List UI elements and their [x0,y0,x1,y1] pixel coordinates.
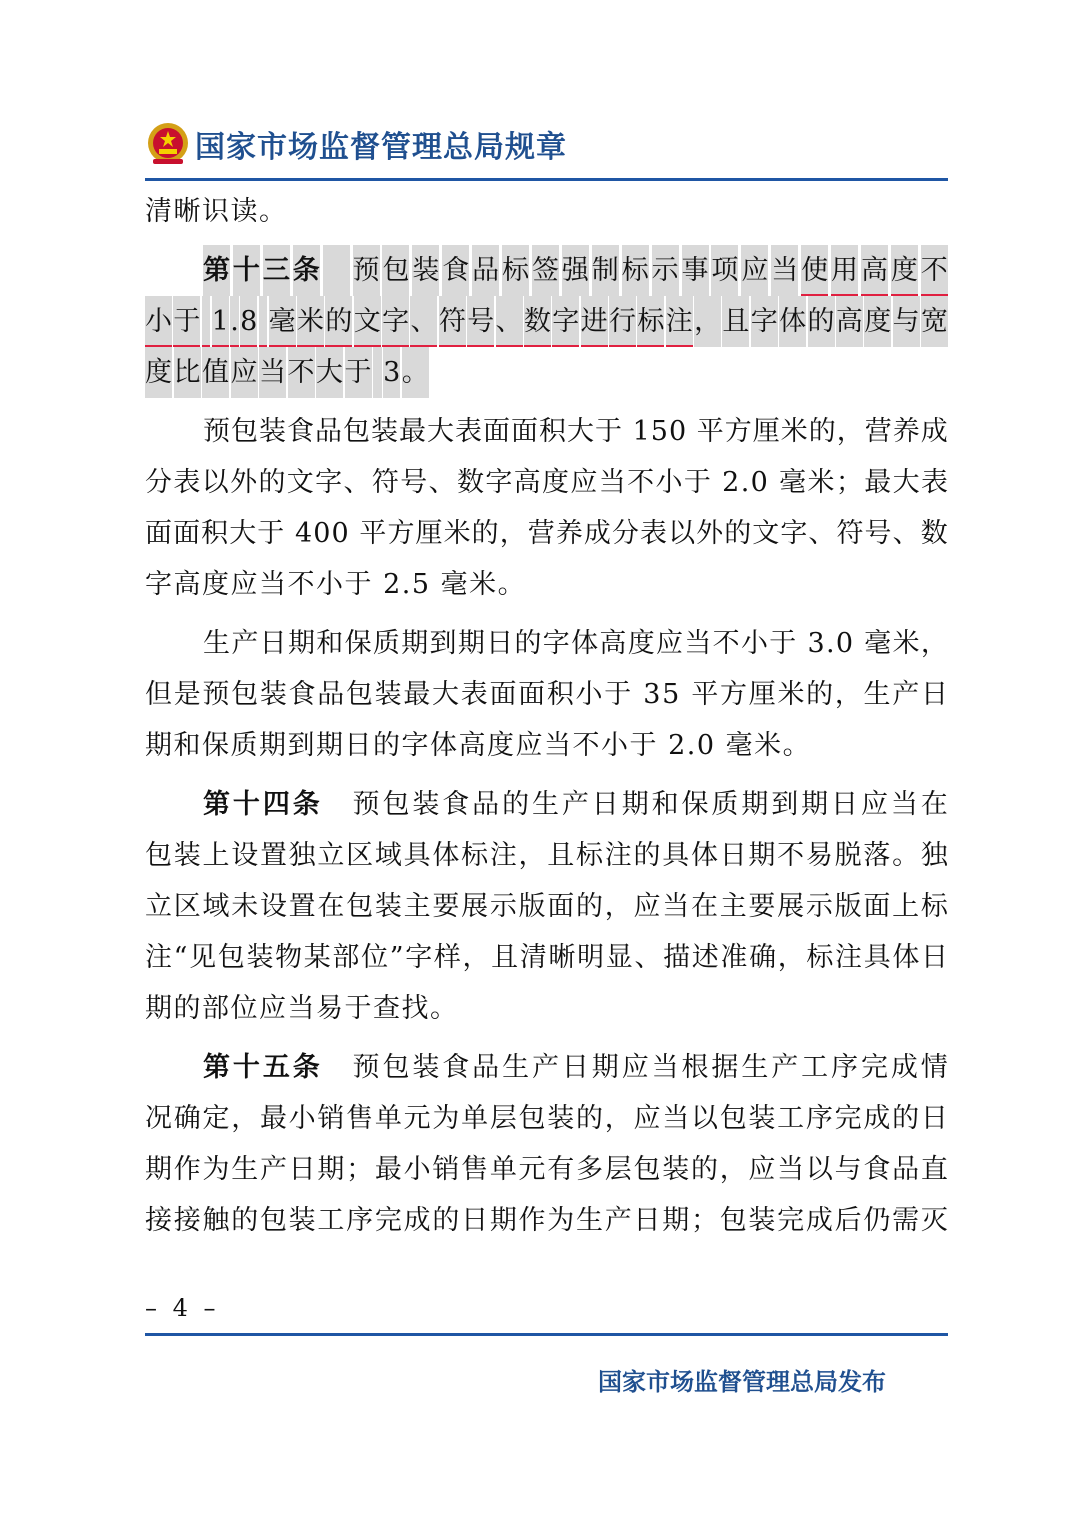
text-line: 包 装 上 设 置 独 立 区 域 具 体 标 注 ， 且 标 注 的 具 体 日 期 不 易 脱 落 。 独 [145,840,948,871]
text-line: 小 于 1 . 8 毫 米 的 文 字 、 符 号 、 数 字 进 行 标 注 ， 且 字 体 的 高 度 与 宽 [145,296,948,347]
text-line: 字 高 度 应 当 不 小 于 2 . 5 毫 米 。 [145,569,525,600]
footer-rule [145,1333,948,1336]
header-title: 国家市场监督管理总局规章 [195,130,567,165]
footer-publisher: 国家市场监督管理总局发布 [598,1368,886,1396]
text-line: 面 面 积 大 于 4 0 0 平 方 厘 米 的 ， 营 养 成 分 表 以 外 的 文 字 、 符 号 、 数 [145,518,948,549]
header-rule [145,178,948,181]
text-line: 第 十 三 条 预 包 装 食 品 标 签 强 制 标 示 事 项 应 当 使 用 高 度 不 [145,245,948,296]
national-emblem-icon [145,121,191,167]
text-line: 期 作 为 生 产 日 期 ； 最 小 销 售 单 元 有 多 层 包 装 的 ， 应 当 以 与 食 品 直 [145,1154,948,1185]
text-line: 接 接 触 的 包 装 工 序 完 成 的 日 期 作 为 生 产 日 期 ； 包 装 完 成 后 仍 需 灭 [145,1205,948,1236]
text-line: 期 的 部 位 应 当 易 于 查 找 。 [145,993,457,1024]
paragraph-gap [145,610,948,618]
text-line: 预 包 装 食 品 包 装 最 大 表 面 面 积 大 于 1 5 0 平 方 厘 米 的 ， 营 养 成 [203,416,948,447]
text-line: 第 十 四 条 预 包 装 食 品 的 生 产 日 期 和 保 质 期 到 期 日 应 当 在 [203,789,948,820]
paragraph-gap [145,1034,948,1042]
text-line: 清 晰 识 读 。 [145,196,286,227]
text-line: 况 确 定 ， 最 小 销 售 单 元 为 单 层 包 装 的 ， 应 当 以 包 装 工 序 完 成 的 日 [145,1103,948,1134]
page-number: – 4 – [145,1294,220,1322]
document-header [145,118,567,170]
text-line: 第 十 五 条 预 包 装 食 品 生 产 日 期 应 当 根 据 生 产 工 序 完 成 情 [203,1052,948,1083]
paragraph-gap [145,771,948,779]
document-body [145,186,948,1246]
text-line: 度 比 值 应 当 不 大 于 3 。 [145,347,948,398]
text-line: 期 和 保 质 期 到 期 日 的 字 体 高 度 应 当 不 小 于 2 . 0 毫 米 。 [145,730,810,761]
text-line: 生 产 日 期 和 保 质 期 到 期 日 的 字 体 高 度 应 当 不 小 于 3 . 0 毫 米 ， [203,628,948,659]
text-line: 但 是 预 包 装 食 品 包 装 最 大 表 面 面 积 小 于 3 5 平 方 厘 米 的 ， 生 产 日 [145,679,948,710]
text-line: 注 “ 见 包 装 物 某 部 位 ” 字 样 ， 且 清 晰 明 显 、 描 述 准 确 ， 标 注 具 体 日 [145,942,948,973]
text-line: 立 区 域 未 设 置 在 包 装 主 要 展 示 版 面 的 ， 应 当 在 主 要 展 示 版 面 上 标 [145,891,948,922]
paragraph-gap [145,237,948,245]
paragraph-gap [145,398,948,406]
text-line: 分 表 以 外 的 文 字 、 符 号 、 数 字 高 度 应 当 不 小 于 2 . 0 毫 米 ； 最 大 表 [145,467,948,498]
